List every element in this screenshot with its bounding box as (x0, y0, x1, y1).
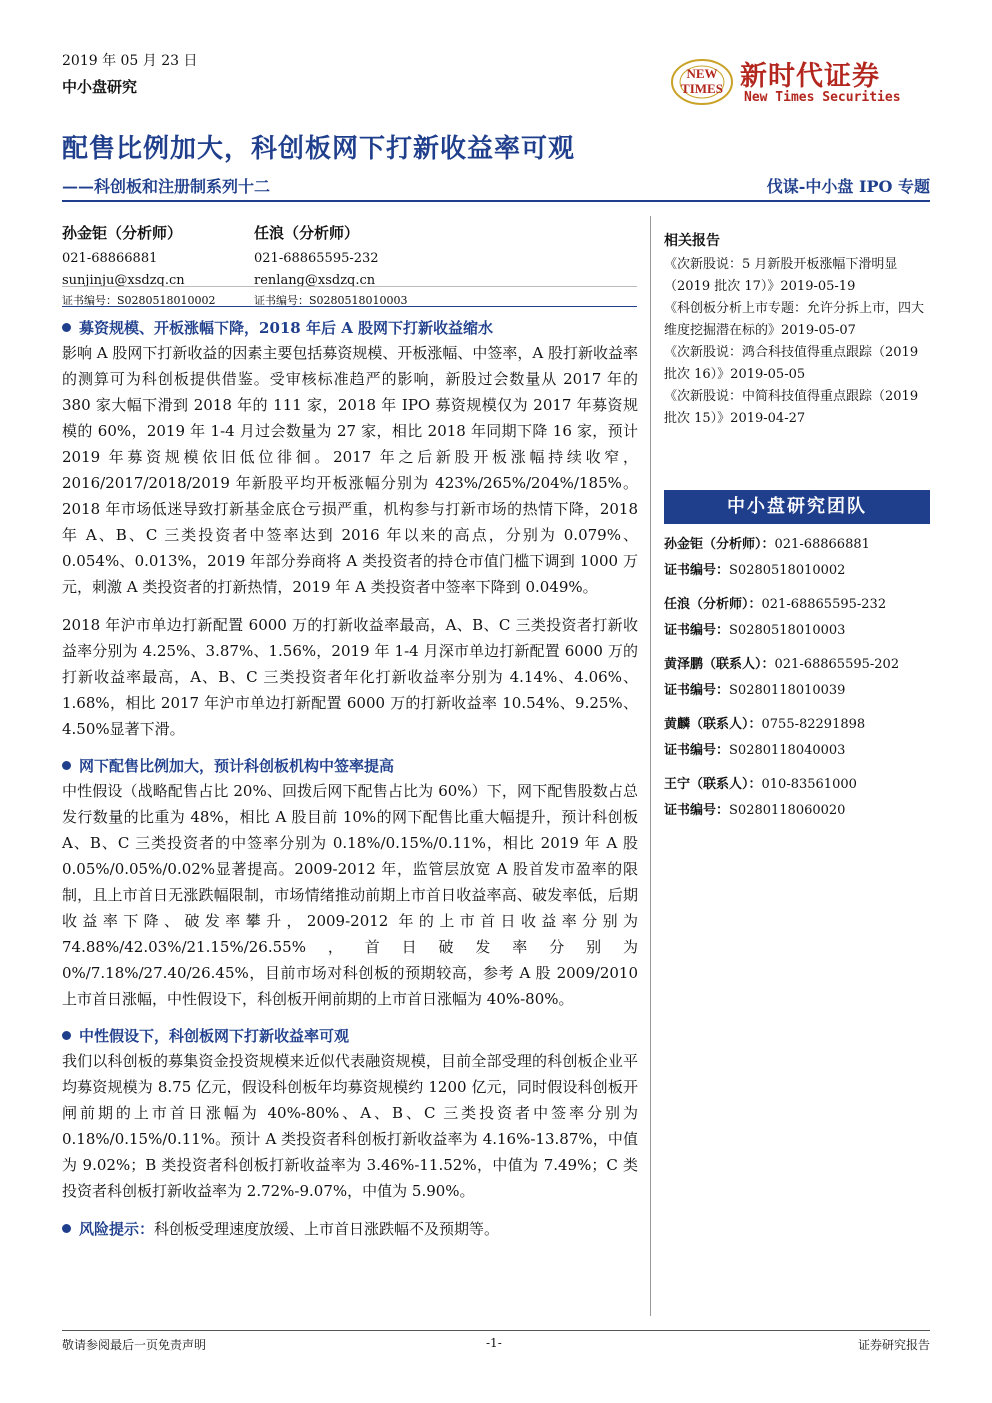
column-divider (650, 216, 651, 1316)
analyst-divider (62, 286, 637, 287)
related-report-link[interactable]: 《次新股说：中简科技值得重点跟踪（2019 批次 15）》2019-04-27 (664, 389, 919, 426)
section-paragraph: 影响 A 股网下打新收益的因素主要包括募资规模、开板涨幅、中签率，A 股打新收益率的测算可为科创板提供借鉴。受审核标准趋严的影响，新股过会数量从 2017 年的 380 家大幅下滑到 2018 年的 111 家，2018 年 IPO 募资规模仅为 2017 年募资规模的 60%，2019 年 1-4 月过会数量为 27 家，相比 2018 年同期下降 16 家，预计 2019 年募资规模依旧低位徘徊。2017 年之后新股开板涨幅持续收窄，2016/2017/2018/2019 年新股平均开板涨幅分别为 423%/265%/204%/185%。2018 年市场低迷导致打新基金底仓亏损严重，机构参与打新市场的热情下降，2018 年 A、B、C 三类投资者中签率达到 2016 年以来的高点，分别为 0.079%、0.054%、0.013%，2019 年部分券商将 A 类投资者的持仓市值门槛下调到 1000 万元，刺激 A 类投资者的打新热情，2019 年 A 类投资者中签率下降到 0.049%。 (62, 344, 638, 596)
section-paragraph: 中性假设（战略配售占比 20%、回拨后网下配售占比为 60%）下，网下配售股数占总发行数量的比重为 48%，相比 A 股目前 10%的网下配售比重大幅提升，预计科创板 A、B、C 三类投资者的中签率分别为 0.18%/0.15%/0.11%，相比 2019 年 A 股 0.05%/0.05%/0.02%显著提高。2009-2012 年，监管层放宽 A 股首发市盈率的限制，且上市首日无涨跌幅限制，市场情绪推动前期上市首日收益率高、破发率低，后期收益率下降、破发率攀升，2009-2012 年的上市首日收益率分别为 74.88%/42.03%/21.15%/26.55%，首日破发率分别为 0%/7.18%/27.40/26.45%，目前市场对科创板的预期较高，参考 A 股 2009/2010 上市首日涨幅，中性假设下，科创板开闸前期的上市首日涨幅为 40%-80%。 (62, 782, 638, 1008)
team-member (664, 712, 930, 764)
member-name: 孙金钜（分析师）： (664, 537, 775, 552)
team-member (664, 532, 930, 584)
analyst-cert: 证书编号：S0280518010002 (62, 294, 216, 307)
company-logo (666, 54, 936, 114)
section-paragraph: 2018 年沪市单边打新配置 6000 万的打新收益率最高，A、B、C 三类投资者打新收益率分别为 4.25%、3.87%、1.56%，2019 年 1-4 月深市单边打新配置 6000 万的打新收益率最高，A、B、C 三类投资者年化打新收益率分别为 4.14%、4.06%、1.68%，相比 2017 年沪市单边打新配置 6000 万的打新收益率 10.54%、9.25%、4.50%显著下滑。 (62, 616, 638, 738)
bullet-icon (62, 323, 71, 332)
section-heading: 募资规模、开板涨幅下降，2018 年后 A 股网下打新收益缩水 (62, 316, 638, 340)
risk-label: 风险提示： (79, 1220, 155, 1238)
analyst-bottom-divider (62, 306, 637, 307)
section-paragraph: 我们以科创板的募集资金投资规模来近似代表融资规模，目前全部受理的科创板企业平均募资规模为 8.75 亿元，假设科创板年均募资规模约 1200 亿元，同时假设科创板开闸前期的上市首日涨幅为 40%-80%、A、B、C 三类投资者中签率分别为 0.18%/0.15%/0.11%。预计 A 类投资者科创板打新收益率为 4.16%-13.87%，中值为 9.02%；B 类投资者科创板打新收益率为 3.46%-11.52%，中值为 7.49%；C 类投资者科创板打新收益率为 2.72%-9.07%，中值为 5.90%。 (62, 1052, 638, 1200)
bullet-icon (62, 1031, 71, 1040)
series-tag: 伐谋-中小盘 IPO 专题 (766, 177, 930, 196)
member-cert-label: 证书编号： (664, 563, 730, 578)
logo-name-cn: 新时代证券 (740, 61, 880, 92)
member-cert: S0280518010002 (729, 563, 846, 578)
member-cert: S0280118040003 (729, 743, 846, 758)
analyst-email[interactable]: renlang@xsdzq.cn (254, 273, 376, 288)
analyst-name: 任浪（分析师） (254, 224, 360, 242)
analyst-card (254, 222, 454, 310)
analyst-phone: 021-68866881 (62, 251, 158, 266)
report-subtitle: ——科创板和注册制系列十二 (62, 177, 271, 196)
report-title: 配售比例加大，科创板网下打新收益率可观 (62, 134, 576, 164)
team-member (664, 592, 930, 644)
member-name: 黄泽鹏（联系人）： (664, 657, 775, 672)
team-member (664, 772, 930, 824)
logo-mark-line2: TIMES (681, 81, 723, 96)
member-cert-label: 证书编号： (664, 803, 730, 818)
member-phone: 010-83561000 (761, 777, 857, 792)
member-cert: S0280518010003 (729, 623, 846, 638)
member-name: 黄麟（联系人）： (664, 717, 762, 732)
sidebar (664, 230, 930, 824)
main-content (62, 316, 638, 1254)
member-cert: S0280118010039 (729, 683, 846, 698)
report-category: 中小盘研究 (62, 78, 138, 96)
team-member (664, 652, 930, 704)
analyst-email[interactable]: sunjinju@xsdzq.cn (62, 273, 185, 288)
member-cert-label: 证书编号： (664, 623, 730, 638)
risk-text: 科创板受理速度放缓、上市首日涨跌幅不及预期等。 (154, 1220, 500, 1238)
bullet-icon (62, 761, 71, 770)
footer-divider (62, 1330, 930, 1331)
related-report-link[interactable]: 《次新股说：鸿合科技值得重点跟踪（2019 批次 16）》2019-05-05 (664, 345, 919, 382)
team-title: 中小盘研究团队 (664, 490, 930, 524)
member-phone: 021-68865595-202 (774, 657, 900, 672)
page-number: -1- (486, 1336, 502, 1350)
logo-name-en: New Times Securities (744, 90, 901, 105)
member-phone: 021-68865595-232 (761, 597, 887, 612)
related-report-link[interactable]: 《次新股说：5 月新股开板涨幅下滑明显（2019 批次 17）》2019-05-19 (664, 257, 898, 294)
footer-disclaimer: 敬请参阅最后一页免责声明 (62, 1338, 207, 1352)
new-times-logo-icon (666, 56, 738, 108)
analyst-card (62, 222, 247, 310)
analyst-name: 孙金钜（分析师） (62, 224, 183, 242)
bullet-icon (62, 1224, 71, 1233)
member-cert: S0280118060020 (729, 803, 846, 818)
analyst-cert: 证书编号：S0280518010003 (254, 294, 408, 307)
report-date: 2019 年 05 月 23 日 (62, 53, 198, 69)
member-name: 任浪（分析师）： (664, 597, 762, 612)
logo-mark-line1: NEW (686, 66, 718, 81)
member-phone: 021-68866881 (774, 537, 870, 552)
section-heading: 中性假设下，科创板网下打新收益率可观 (62, 1024, 638, 1048)
related-report-link[interactable]: 《科创板分析上市专题：允许分拆上市，四大维度挖掘潜在标的》2019-05-07 (664, 301, 925, 338)
footer-report-type: 证券研究报告 (857, 1338, 930, 1352)
member-name: 王宁（联系人）： (664, 777, 762, 792)
risk-note (62, 1216, 638, 1242)
header-divider (62, 200, 930, 202)
analyst-phone: 021-68865595-232 (254, 251, 379, 266)
member-cert-label: 证书编号： (664, 683, 730, 698)
section-heading: 网下配售比例加大，预计科创板机构中签率提高 (62, 754, 638, 778)
related-reports-title: 相关报告 (664, 233, 720, 249)
member-cert-label: 证书编号： (664, 743, 730, 758)
member-phone: 0755-82291898 (761, 717, 866, 732)
